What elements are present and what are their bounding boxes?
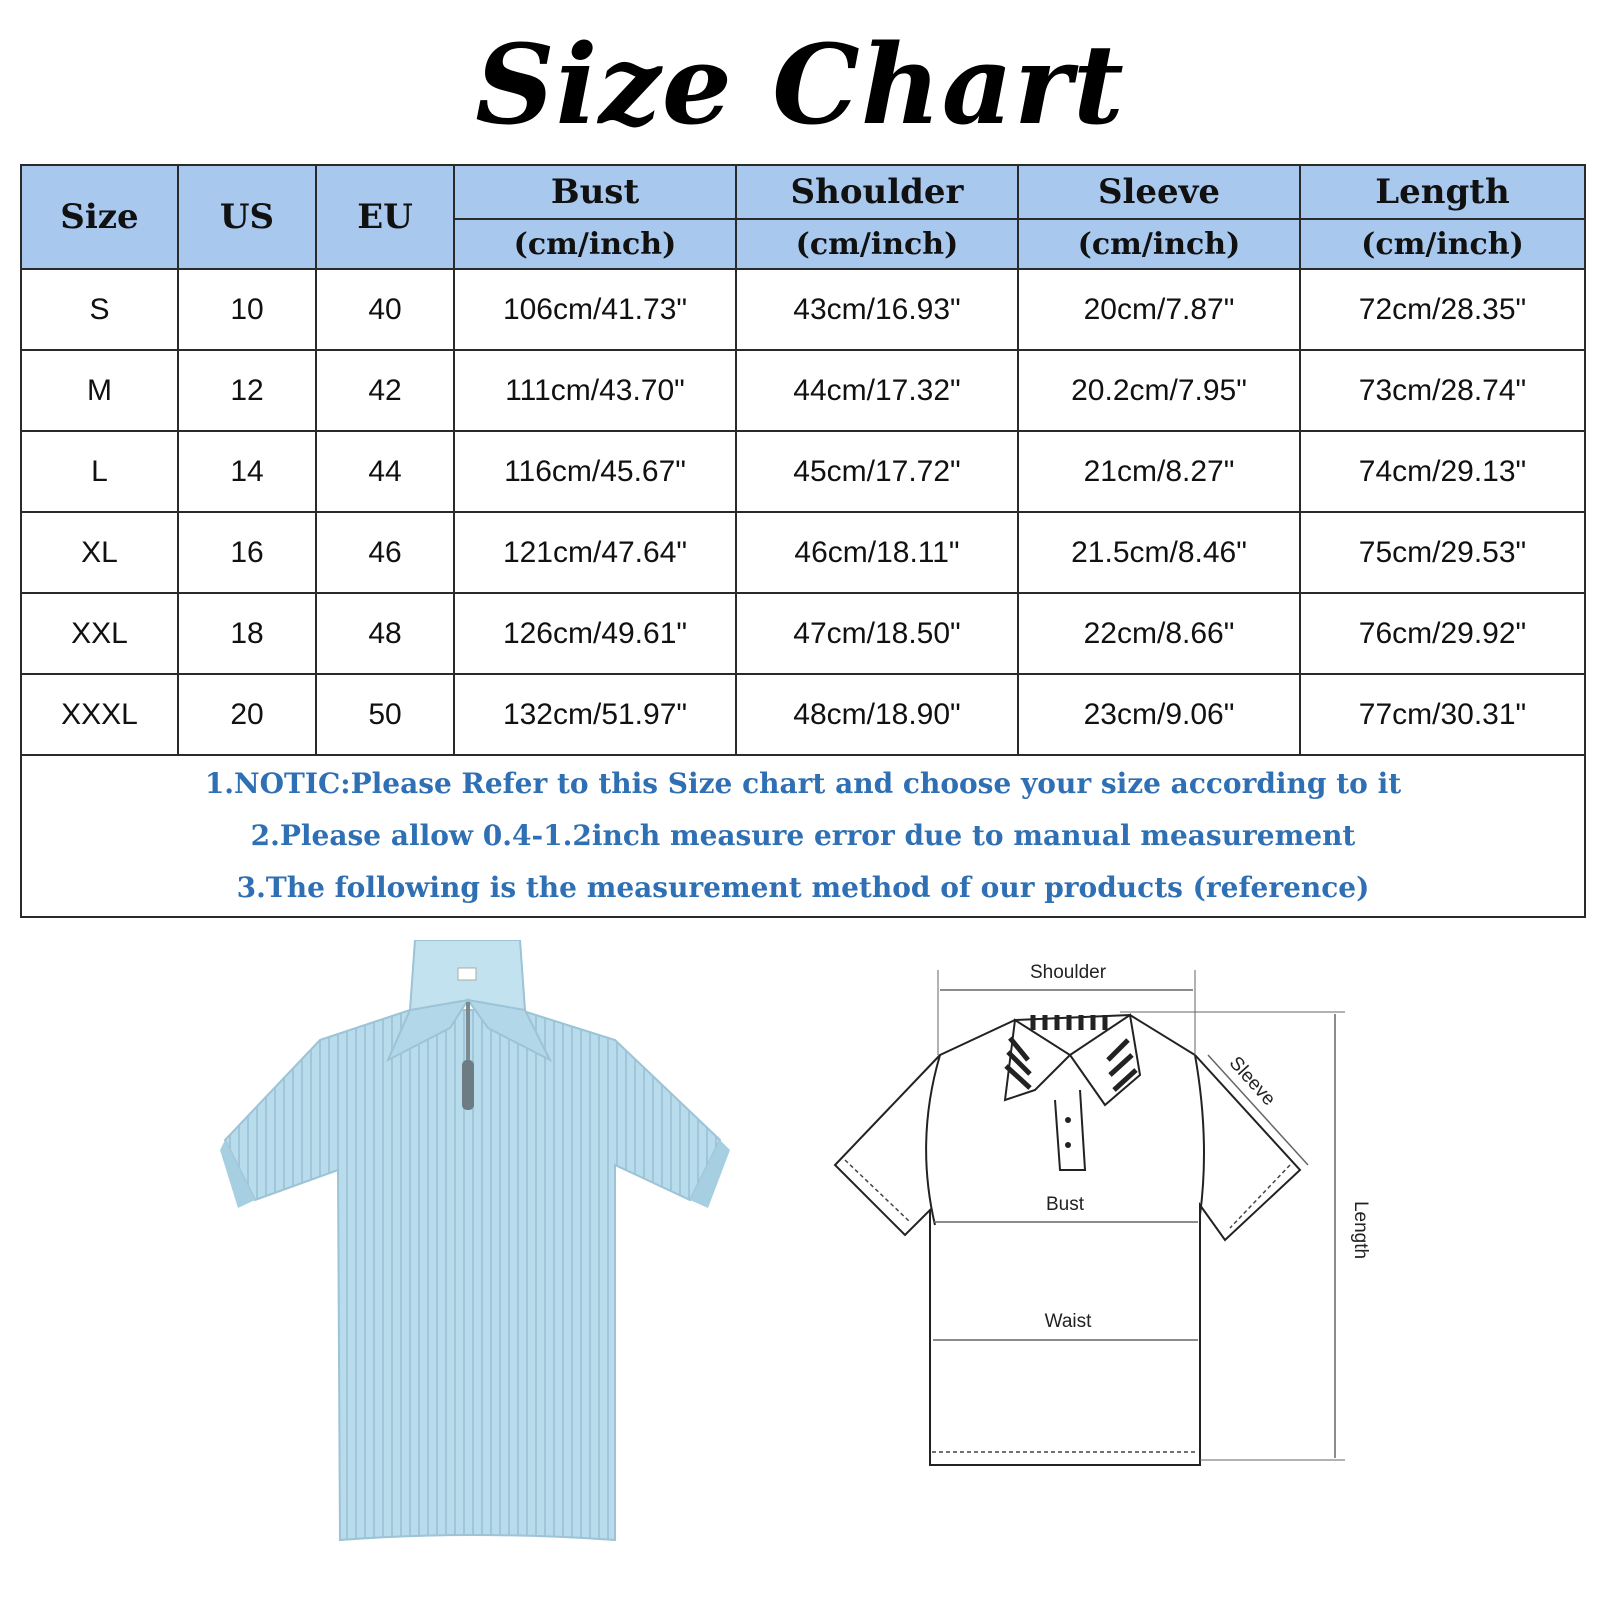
cell-shoulder: 47cm/18.50" — [736, 593, 1018, 674]
cell-bust: 106cm/41.73" — [454, 269, 736, 350]
zipper-pull — [462, 1060, 474, 1110]
header-sleeve-unit: (cm/inch) — [1018, 219, 1300, 269]
cell-sleeve: 21cm/8.27" — [1018, 431, 1300, 512]
cell-eu: 48 — [316, 593, 454, 674]
cell-size: XXL — [21, 593, 178, 674]
header-shoulder: Shoulder — [736, 165, 1018, 219]
cell-eu: 40 — [316, 269, 454, 350]
cell-bust: 111cm/43.70" — [454, 350, 736, 431]
button-2 — [1065, 1142, 1071, 1148]
table-row — [21, 674, 1585, 755]
cell-bust: 132cm/51.97" — [454, 674, 736, 755]
header-bust: Bust — [454, 165, 736, 219]
bust-label: Bust — [1045, 1194, 1085, 1215]
header-us: US — [178, 165, 316, 269]
cell-sleeve: 23cm/9.06" — [1018, 674, 1300, 755]
cell-shoulder: 48cm/18.90" — [736, 674, 1018, 755]
length-label: Length — [1350, 1200, 1371, 1260]
notes-cell — [21, 755, 1585, 917]
cell-size: XXXL — [21, 674, 178, 755]
cell-shoulder: 45cm/17.72" — [736, 431, 1018, 512]
shoulder-label: Shoulder — [1029, 962, 1107, 983]
cell-bust: 116cm/45.67" — [454, 431, 736, 512]
placket — [1055, 1090, 1085, 1170]
cell-size: L — [21, 431, 178, 512]
header-length-unit: (cm/inch) — [1300, 219, 1585, 269]
cell-bust: 126cm/49.61" — [454, 593, 736, 674]
header-size: Size — [21, 165, 178, 269]
size-table — [20, 164, 1586, 918]
button-1 — [1065, 1117, 1071, 1123]
product-photo — [220, 940, 740, 1550]
cell-eu: 50 — [316, 674, 454, 755]
header-shoulder-unit: (cm/inch) — [736, 219, 1018, 269]
cell-shoulder: 44cm/17.32" — [736, 350, 1018, 431]
cell-sleeve: 22cm/8.66" — [1018, 593, 1300, 674]
cell-length: 75cm/29.53" — [1300, 512, 1585, 593]
note-3: 3.The following is the measurement method of our products (reference) — [236, 871, 1370, 904]
cell-eu: 42 — [316, 350, 454, 431]
cell-length: 77cm/30.31" — [1300, 674, 1585, 755]
cell-eu: 44 — [316, 431, 454, 512]
cell-us: 12 — [178, 350, 316, 431]
cell-length: 73cm/28.74" — [1300, 350, 1585, 431]
table-row — [21, 350, 1585, 431]
size-tag — [458, 968, 476, 980]
cell-bust: 121cm/47.64" — [454, 512, 736, 593]
cell-eu: 46 — [316, 512, 454, 593]
table-row — [21, 593, 1585, 674]
header-length: Length — [1300, 165, 1585, 219]
cell-size: M — [21, 350, 178, 431]
table-row — [21, 512, 1585, 593]
cell-shoulder: 46cm/18.11" — [736, 512, 1018, 593]
cell-us: 16 — [178, 512, 316, 593]
sleeve-label: Sleeve — [1224, 1052, 1280, 1110]
cell-us: 10 — [178, 269, 316, 350]
measurement-diagram — [830, 960, 1390, 1520]
cell-us: 14 — [178, 431, 316, 512]
table-row — [21, 269, 1585, 350]
page-title: Size Chart — [475, 20, 1125, 149]
header-eu: EU — [316, 165, 454, 269]
cell-length: 74cm/29.13" — [1300, 431, 1585, 512]
cell-size: S — [21, 269, 178, 350]
cell-length: 76cm/29.92" — [1300, 593, 1585, 674]
note-1: 1.NOTIC:Please Refer to this Size chart and choose your size according to it — [204, 767, 1402, 800]
notes-row — [21, 755, 1585, 917]
cell-us: 18 — [178, 593, 316, 674]
cell-shoulder: 43cm/16.93" — [736, 269, 1018, 350]
cell-sleeve: 20.2cm/7.95" — [1018, 350, 1300, 431]
diagram-shirt-outline — [835, 1015, 1300, 1465]
cell-size: XL — [21, 512, 178, 593]
cell-length: 72cm/28.35" — [1300, 269, 1585, 350]
header-bust-unit: (cm/inch) — [454, 219, 736, 269]
cell-sleeve: 20cm/7.87" — [1018, 269, 1300, 350]
cell-us: 20 — [178, 674, 316, 755]
cell-sleeve: 21.5cm/8.46" — [1018, 512, 1300, 593]
note-2: 2.Please allow 0.4-1.2inch measure error due to manual measurement — [250, 819, 1356, 852]
table-row — [21, 431, 1585, 512]
header-sleeve: Sleeve — [1018, 165, 1300, 219]
waist-label: Waist — [1044, 1311, 1092, 1332]
